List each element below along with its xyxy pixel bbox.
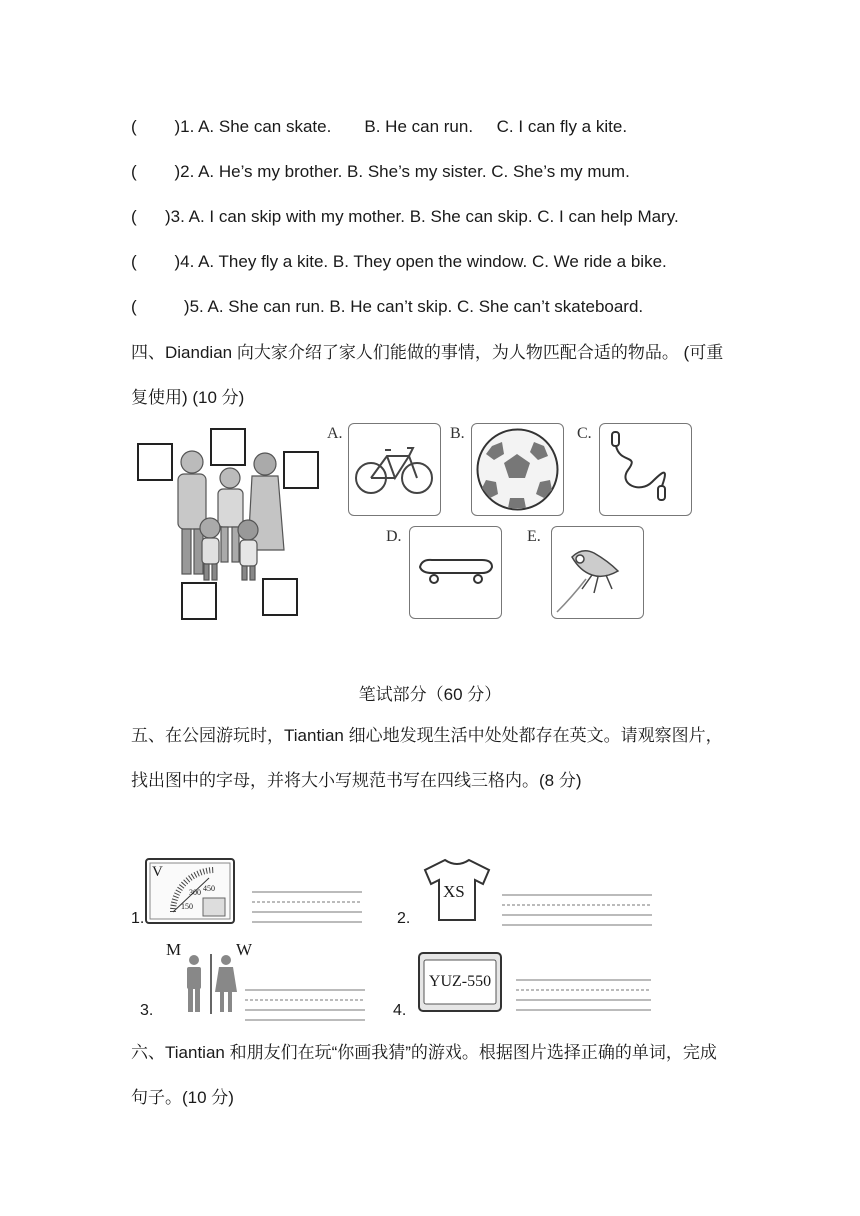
meter-tick: 150 (181, 902, 193, 911)
item-number: 1. (131, 910, 145, 927)
item-number: 2. (397, 910, 411, 927)
picture-e (551, 526, 644, 619)
meter-letter: V (152, 864, 163, 880)
picture-label-a: A. (327, 425, 343, 442)
bicycle-icon (349, 424, 440, 515)
question-1 (131, 117, 627, 137)
picture-label-c: C. (577, 425, 592, 442)
license-plate-picture (418, 952, 502, 1012)
meter-tick: 300 (189, 888, 201, 897)
question-4 (131, 252, 667, 272)
men-letter: M (166, 940, 182, 959)
written-section-title: 笔试部分（60 分） (358, 685, 502, 704)
picture-label-b: B. (450, 425, 465, 442)
answer-paren[interactable]: ( ) (131, 117, 181, 136)
writing-lines-4[interactable] (516, 978, 651, 1014)
jump-rope-icon (600, 424, 691, 515)
plate-text: YUZ-550 (428, 973, 492, 990)
question-text: 3. A. I can skip with my mother. B. She can skip. C. I can help Mary. (170, 207, 679, 226)
writing-lines-2[interactable] (502, 893, 652, 929)
question-5 (131, 297, 643, 317)
answer-box-grandpa[interactable] (210, 428, 246, 466)
kite-icon (552, 527, 643, 618)
picture-a (348, 423, 441, 516)
answer-box-boy[interactable] (181, 582, 217, 620)
answer-paren[interactable]: ( ) (131, 162, 181, 181)
tshirt-picture (421, 856, 493, 924)
answer-paren[interactable]: ( ) (131, 297, 190, 316)
picture-b (471, 423, 564, 516)
question-text: 1. A. She can skate. B. He can run. C. I can fly a kite. (180, 117, 628, 136)
section6-heading: 六、Tiantian 和朋友们在玩“你画我猜”的游戏。根据图片选择正确的单词，完成句子。(10 分) (131, 1043, 717, 1107)
question-text: 4. A. They fly a kite. B. They open the window. C. We ride a bike. (180, 252, 667, 271)
picture-c (599, 423, 692, 516)
picture-d (409, 526, 502, 619)
answer-box-girl[interactable] (262, 578, 298, 616)
answer-paren[interactable]: ( ) (131, 252, 181, 271)
writing-lines-1[interactable] (252, 890, 362, 926)
answer-paren[interactable]: ( ) (131, 207, 171, 226)
picture-label-d: D. (386, 528, 402, 545)
answer-box-father[interactable] (137, 443, 173, 481)
question-text: 2. A. He’s my brother. B. She’s my sister. C. She’s my mum. (180, 162, 630, 181)
item-number: 4. (393, 1002, 407, 1019)
skateboard-icon (410, 527, 501, 618)
voltmeter-picture (145, 858, 235, 924)
picture-label-e: E. (527, 528, 541, 545)
section5-heading: 五、在公园游玩时，Tiantian 细心地发现生活中处处都存在英文。请观察图片，找出图中的字母，并将大小写规范书写在四线三格内。(8 分) (131, 726, 723, 790)
item-number: 3. (140, 1002, 154, 1019)
shirt-size-text: XS (443, 882, 465, 901)
section4-heading: 四、Diandian 向大家介绍了家人们能做的事情，为人物匹配合适的物品。 (可重复使用) (10 分) (131, 343, 724, 407)
women-letter: W (236, 940, 253, 959)
question-2 (131, 162, 630, 182)
meter-tick: 450 (203, 884, 215, 893)
soccer-ball-icon (472, 424, 563, 515)
question-text: 5. A. She can run. B. He can’t skip. C. She can’t skateboard. (189, 297, 644, 316)
answer-box-mother[interactable] (283, 451, 319, 489)
question-3 (131, 207, 679, 227)
writing-lines-3[interactable] (245, 988, 365, 1024)
